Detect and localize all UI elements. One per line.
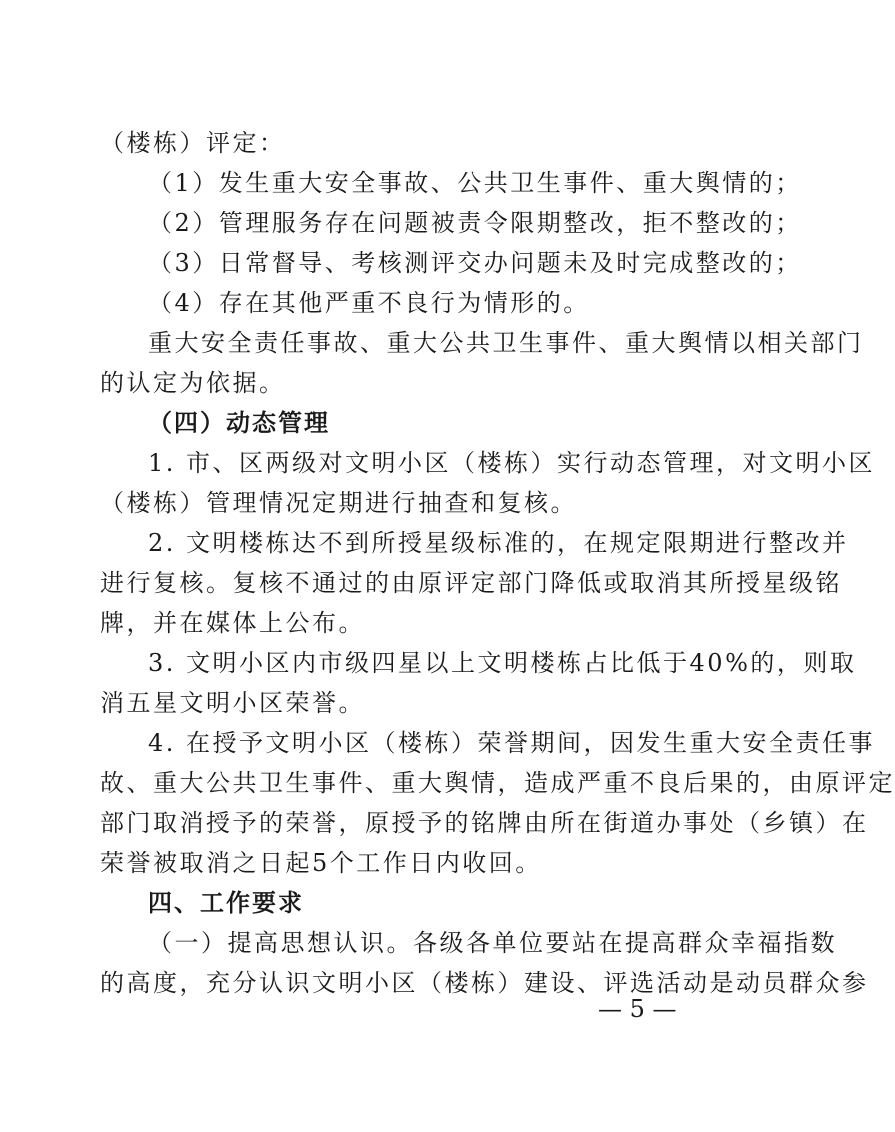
text-line: 4. 在授予文明小区（楼栋）荣誉期间，因发生重大安全责任事 [148, 729, 876, 757]
text-line: 牌，并在媒体上公布。 [100, 609, 365, 637]
text-line: 1. 市、区两级对文明小区（楼栋）实行动态管理，对文明小区 [148, 449, 876, 477]
text-line: 重大安全责任事故、重大公共卫生事件、重大舆情以相关部门 [148, 329, 864, 357]
text-line: （4）存在其他严重不良行为情形的。 [148, 289, 590, 317]
text-line: 的认定为依据。 [100, 369, 286, 397]
text-line: （3）日常督导、考核测评交办问题未及时完成整改的； [148, 249, 802, 277]
text-line: 的高度，充分认识文明小区（楼栋）建设、评选活动是动员群众参 [100, 969, 869, 997]
text-line: 部门取消授予的荣誉，原授予的铭牌由所在街道办事处（乡镇）在 [100, 809, 869, 837]
page-number: — 5 — [598, 995, 677, 1023]
text-line: 荣誉被取消之日起5个工作日内收回。 [100, 849, 542, 877]
text-line: （楼栋）管理情况定期进行抽查和复核。 [100, 489, 577, 517]
text-line: 2. 文明楼栋达不到所授星级标准的，在规定限期进行整改并 [148, 529, 849, 557]
text-line: 3. 文明小区内市级四星以上文明楼栋占比低于40%的，则取 [148, 649, 857, 677]
section-heading: （四）动态管理 [148, 409, 330, 437]
text-line: （1）发生重大安全事故、公共卫生事件、重大舆情的； [148, 169, 802, 197]
text-line: （2）管理服务存在问题被责令限期整改，拒不整改的； [148, 209, 802, 237]
section-heading: 四、工作要求 [148, 889, 304, 917]
text-line: （一）提高思想认识。各级各单位要站在提高群众幸福指数 [148, 929, 837, 957]
text-line: （楼栋）评定： [100, 129, 286, 157]
text-line: 消五星文明小区荣誉。 [100, 689, 365, 717]
text-line: 故、重大公共卫生事件、重大舆情，造成严重不良后果的，由原评定 [100, 769, 895, 797]
text-line: 进行复核。复核不通过的由原评定部门降低或取消其所授星级铭 [100, 569, 842, 597]
